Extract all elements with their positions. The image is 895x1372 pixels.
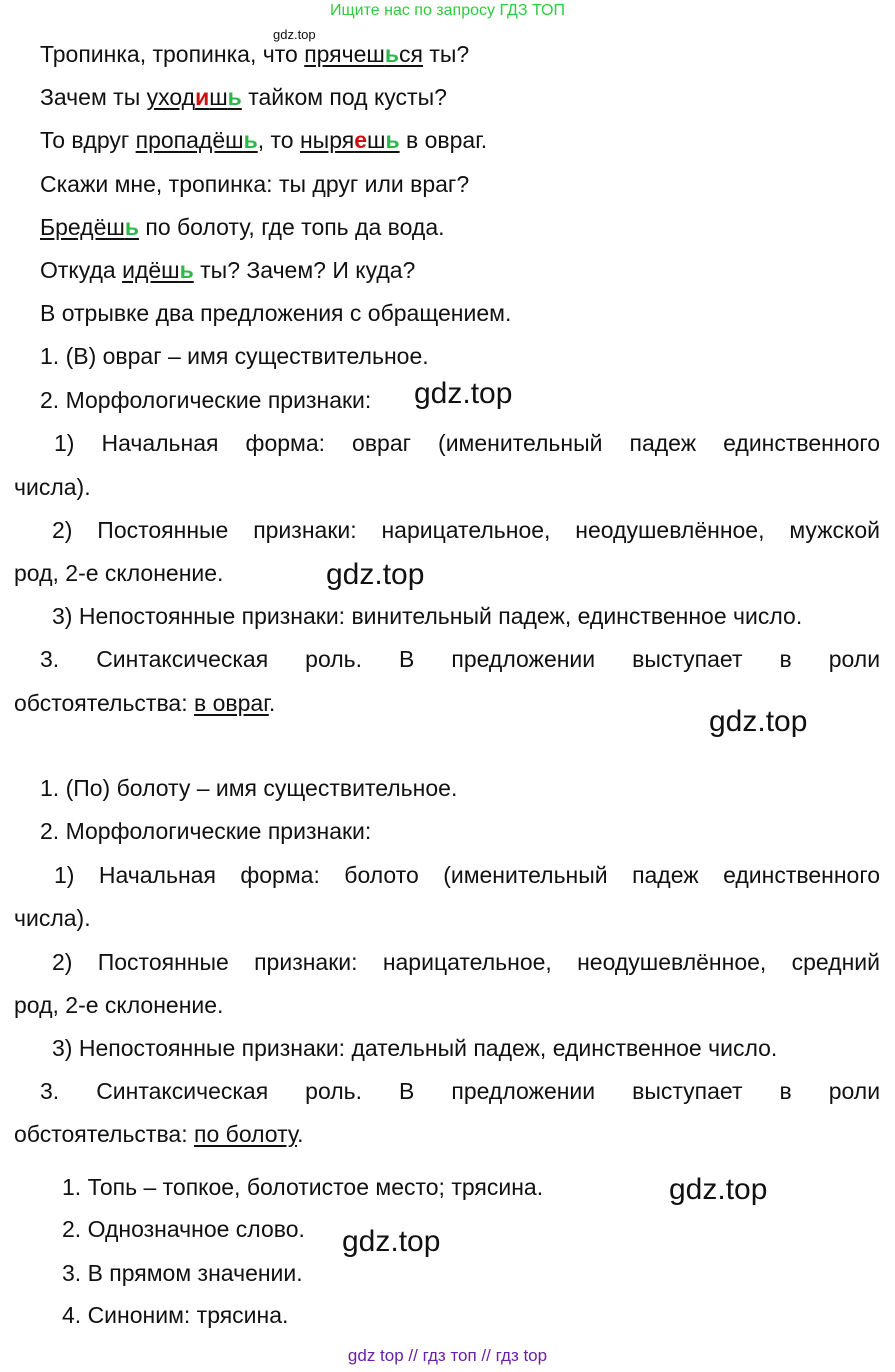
analysis-intro: В отрывке два предложения с обращением. (40, 300, 512, 326)
search-hint-link[interactable]: Ищите нас по запросу ГДЗ ТОП (330, 2, 565, 19)
analysis-1-item-3-line-1: 1) Начальная форма: овраг (именительный падеж единственного (54, 430, 881, 456)
poem-line-5: Бредёшь по болоту, где топь да вода. (40, 214, 445, 240)
analysis-2-item-4-line-1: 2) Постоянные признаки: нарицательное, неодушевлённое, средний (52, 949, 880, 975)
analysis-1-item-1: 1. (В) овраг – имя существительное. (40, 343, 429, 369)
analysis-2-item-3-line-1: 1) Начальная форма: болото (именительный падеж единственного (54, 862, 880, 888)
analysis-2-item-2: 2. Морфологические признаки: (40, 818, 372, 844)
analysis-1-item-3-line-2: числа). (14, 474, 91, 500)
analysis-1-item-4-line-1: 2) Постоянные признаки: нарицательное, неодушевлённое, мужской (52, 517, 881, 543)
watermark: gdz.top (342, 1225, 441, 1258)
watermark: gdz.top (669, 1173, 768, 1206)
poem-line-2: Зачем ты уходишь тайком под кусты? (40, 84, 447, 110)
poem-line-1: Тропинка, тропинка, что прячешься ты? (40, 41, 470, 67)
small-watermark: gdz.top (273, 27, 316, 42)
poem-line-6: Откуда идёшь ты? Зачем? И куда? (40, 257, 416, 283)
analysis-2-item-6-line-1: 3. Синтаксическая роль. В предложении выступает в роли (40, 1078, 881, 1104)
watermark: gdz.top (326, 558, 425, 591)
analysis-2-item-4-line-2: род, 2-е склонение. (14, 992, 224, 1018)
analysis-1-item-6-line-1: 3. Синтаксическая роль. В предложении выступает в роли (40, 646, 881, 672)
word-note-1: 1. Топь – топкое, болотистое место; трясина. (62, 1174, 544, 1200)
poem-line-3: То вдруг пропадёшь, то ныряешь в овраг. (40, 127, 488, 153)
analysis-1-item-6-line-2: обстоятельства: в овраг. (14, 690, 276, 716)
analysis-1-item-4-line-2: род, 2-е склонение. (14, 560, 224, 586)
word-note-4: 4. Синоним: трясина. (62, 1302, 289, 1328)
analysis-1-item-5: 3) Непостоянные признаки: винительный падеж, единственное число. (52, 603, 803, 629)
watermark: gdz.top (709, 705, 808, 738)
analysis-2-item-6-line-2: обстоятельства: по болоту. (14, 1121, 304, 1147)
analysis-1-item-2: 2. Морфологические признаки: (40, 387, 372, 413)
watermark: gdz.top (414, 377, 513, 410)
word-note-2: 2. Однозначное слово. (62, 1216, 305, 1242)
analysis-2-item-1: 1. (По) болоту – имя существительное. (40, 775, 458, 801)
word-note-3: 3. В прямом значении. (62, 1260, 303, 1286)
poem-line-4: Скажи мне, тропинка: ты друг или враг? (40, 171, 470, 197)
analysis-2-item-3-line-2: числа). (14, 905, 91, 931)
analysis-2-item-5: 3) Непостоянные признаки: дательный падеж, единственное число. (52, 1035, 778, 1061)
footer-links[interactable]: gdz top // гдз топ // гдз top (347, 1346, 548, 1365)
